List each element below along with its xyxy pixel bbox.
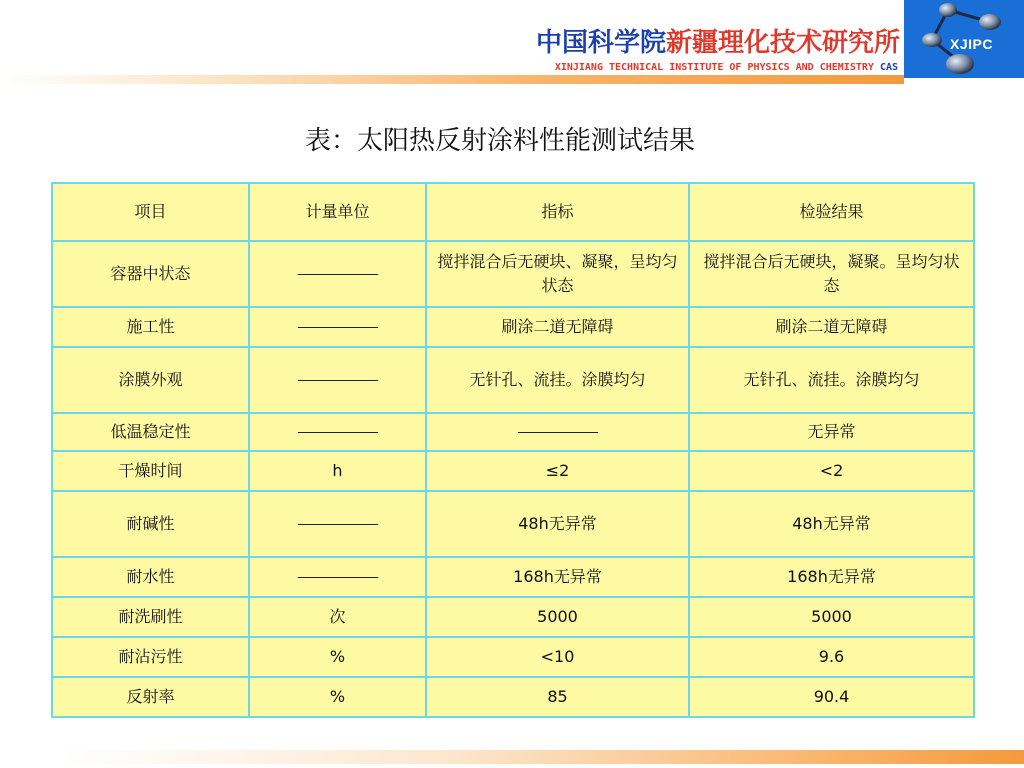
table-cell (249, 307, 426, 347)
table-row (52, 677, 974, 717)
institute-name-en-main: XINJIANG TECHNICAL INSTITUTE OF PHYSICS AND CHEMISTRY (554, 62, 874, 73)
dash-line (298, 327, 378, 328)
table-cell: 耐水性 (52, 557, 249, 597)
table-cell: 168h无异常 (426, 557, 689, 597)
institute-name-en (555, 62, 898, 74)
table-cell (249, 557, 426, 597)
table-cell: 无针孔、流挂。涂膜均匀 (689, 347, 974, 413)
table-row (52, 491, 974, 557)
table-cell: 指标 (426, 183, 689, 241)
table-row (52, 307, 974, 347)
table-cell: <2 (689, 451, 974, 491)
table-row (52, 557, 974, 597)
table-cell (249, 241, 426, 307)
table-cell: 搅拌混合后无硬块、凝聚，呈均匀状态 (426, 241, 689, 307)
table-cell: 搅拌混合后无硬块，凝聚。呈均匀状态 (689, 241, 974, 307)
dash-line (518, 432, 598, 433)
table-cell: 48h无异常 (426, 491, 689, 557)
institute-name-cn-part1: 中国科学院 (535, 28, 666, 58)
table-row (52, 347, 974, 413)
table-cell: 5000 (689, 597, 974, 637)
logo-text: XJIPC (950, 36, 993, 52)
table-cell: 耐洗刷性 (52, 597, 249, 637)
table-cell: 刷涂二道无障碍 (689, 307, 974, 347)
table-cell: 计量单位 (249, 183, 426, 241)
table-cell: 5000 (426, 597, 689, 637)
dash-line (298, 380, 378, 381)
table-cell: 耐碱性 (52, 491, 249, 557)
table-row (52, 241, 974, 307)
results-table (51, 182, 975, 718)
footer-accent-bar (60, 750, 1024, 764)
table-header-row (52, 183, 974, 241)
dash-line (298, 274, 378, 275)
table-cell: h (249, 451, 426, 491)
dash-line (298, 577, 378, 578)
institute-name-cn (536, 28, 900, 58)
table-cell: ≤2 (426, 451, 689, 491)
table-cell (426, 413, 689, 451)
table-cell (249, 347, 426, 413)
table-cell: 施工性 (52, 307, 249, 347)
table-cell: 48h无异常 (689, 491, 974, 557)
xjipc-logo (904, 0, 1024, 78)
slide-header (0, 0, 1024, 86)
table-cell: 容器中状态 (52, 241, 249, 307)
table-cell: % (249, 637, 426, 677)
table-row (52, 451, 974, 491)
table-cell: 无针孔、流挂。涂膜均匀 (426, 347, 689, 413)
institute-name-en-cas: CAS (879, 62, 898, 73)
table-cell: % (249, 677, 426, 717)
table-cell: 90.4 (689, 677, 974, 717)
table-cell: 涂膜外观 (52, 347, 249, 413)
table-cell: 9.6 (689, 637, 974, 677)
table-cell: 168h无异常 (689, 557, 974, 597)
header-accent-bar (0, 75, 904, 84)
table-cell: 无异常 (689, 413, 974, 451)
dash-line (298, 432, 378, 433)
table-row (52, 637, 974, 677)
table-cell: 检验结果 (689, 183, 974, 241)
table-cell: 低温稳定性 (52, 413, 249, 451)
institute-name-cn-part2: 新疆理化技术研究所 (665, 28, 900, 58)
table-cell: 项目 (52, 183, 249, 241)
table-cell: <10 (426, 637, 689, 677)
table-cell (249, 491, 426, 557)
table-cell: 刷涂二道无障碍 (426, 307, 689, 347)
table-cell: 85 (426, 677, 689, 717)
table-cell: 反射率 (52, 677, 249, 717)
table-cell: 干燥时间 (52, 451, 249, 491)
table-cell: 次 (249, 597, 426, 637)
table-row (52, 597, 974, 637)
dash-line (298, 524, 378, 525)
slide-title: 表：太阳热反射涂料性能测试结果 (304, 126, 695, 156)
table-cell (249, 413, 426, 451)
table-row (52, 413, 974, 451)
table-cell: 耐沾污性 (52, 637, 249, 677)
